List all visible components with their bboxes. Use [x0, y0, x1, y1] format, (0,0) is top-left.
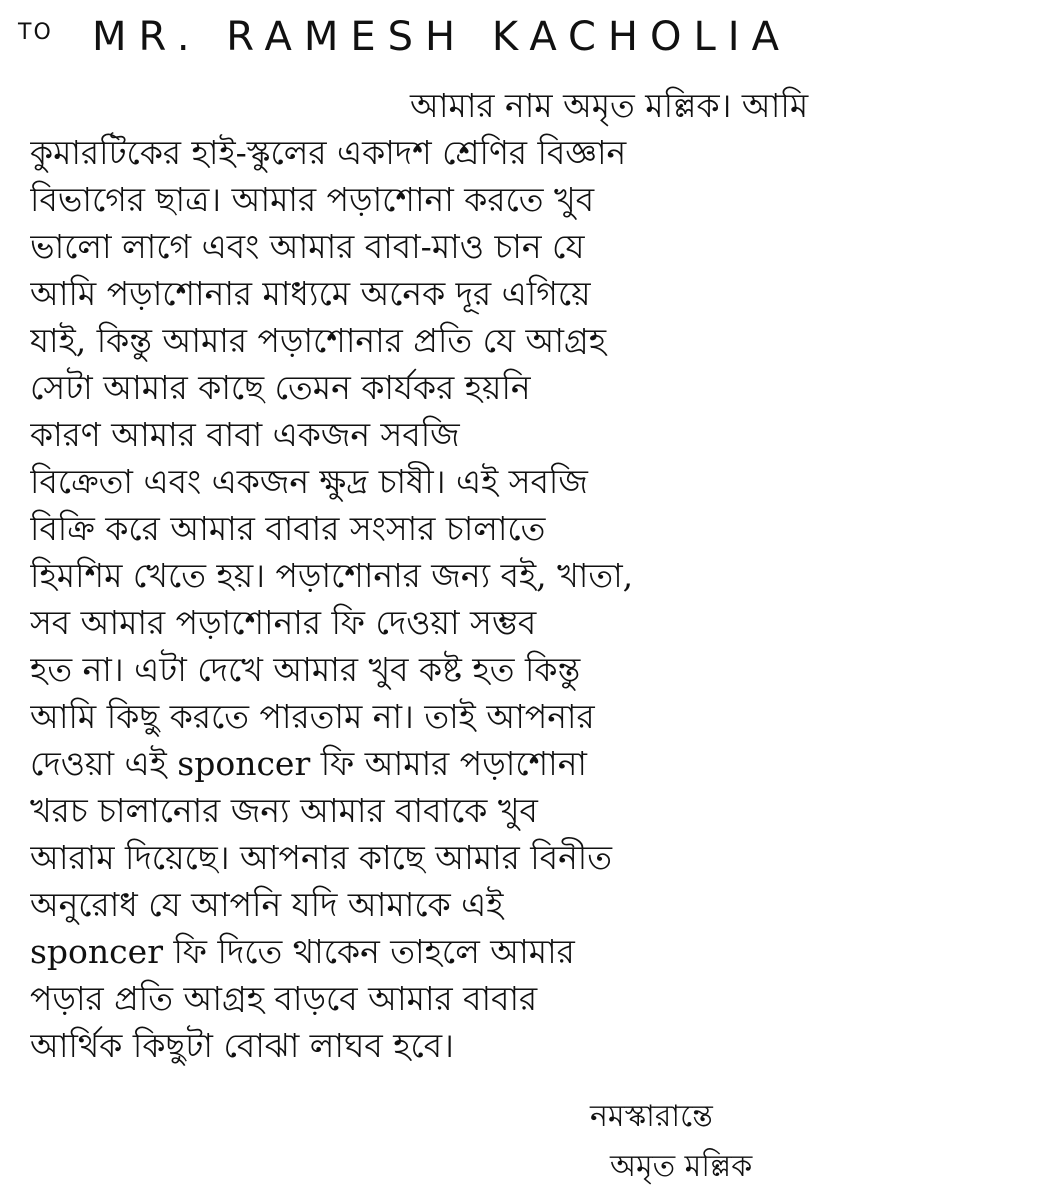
letter-line: আমি কিছু করতে পারতাম না। তাই আপনার: [30, 697, 595, 736]
letter-line: পড়ার প্রতি আগ্রহ বাড়বে আমার বাবার: [30, 979, 538, 1018]
letter-line: হিমশিম খেতে হয়। পড়াশোনার জন্য বই, খাতা,: [30, 556, 634, 595]
letter-line: আমি পড়াশোনার মাধ্যমে অনেক দূর এগিয়ে: [30, 274, 591, 313]
letter-line: অনুরোধ যে আপনি যদি আমাকে এই: [30, 885, 504, 924]
letter-line: কুমারটিকের হাই-স্কুলের একাদশ শ্রেণির বিজ্ঞান: [30, 133, 627, 172]
closing-phrase: নমস্কারান্তে: [590, 1099, 713, 1134]
letter-line: বিক্রেতা এবং একজন ক্ষুদ্র চাষী। এই সবজি: [30, 462, 588, 501]
letter-line: আরাম দিয়েছে। আপনার কাছে আমার বিনীত: [30, 838, 612, 877]
letter-line: বিক্রি করে আমার বাবার সংসার চালাতে: [30, 509, 546, 548]
recipient-name: MR. RAMESH KACHOLIA: [92, 14, 791, 60]
letter-line: sponcer ফি দিতে থাকেন তাহলে আমার: [30, 932, 575, 971]
letter-line: খরচ চালানোর জন্য আমার বাবাকে খুব: [30, 791, 538, 830]
letter-line: আমার নাম অমৃত মল্লিক। আমি: [410, 86, 809, 125]
letter-line: ভালো লাগে এবং আমার বাবা-মাও চান যে: [30, 227, 585, 266]
addressee-label: TO: [18, 20, 53, 45]
letter-line: সব আমার পড়াশোনার ফি দেওয়া সম্ভব: [30, 603, 537, 642]
letter-line: যাই, কিন্তু আমার পড়াশোনার প্রতি যে আগ্রহ: [30, 321, 607, 360]
signature: অমৃত মল্লিক: [610, 1149, 753, 1184]
letter-line: বিভাগের ছাত্র। আমার পড়াশোনা করতে খুব: [30, 180, 595, 219]
letter-line: দেওয়া এই sponcer ফি আমার পড়াশোনা: [30, 744, 587, 783]
letter-body: [30, 82, 1020, 1069]
letter-line: আর্থিক কিছুটা বোঝা লাঘব হবে।: [30, 1026, 454, 1065]
letter-closing-block: [590, 1092, 752, 1192]
letter-line: হত না। এটা দেখে আমার খুব কষ্ট হত কিন্তু: [30, 650, 581, 689]
letter-line: সেটা আমার কাছে তেমন কার্যকর হয়নি: [30, 368, 531, 407]
letter-line: কারণ আমার বাবা একজন সবজি: [30, 415, 460, 454]
